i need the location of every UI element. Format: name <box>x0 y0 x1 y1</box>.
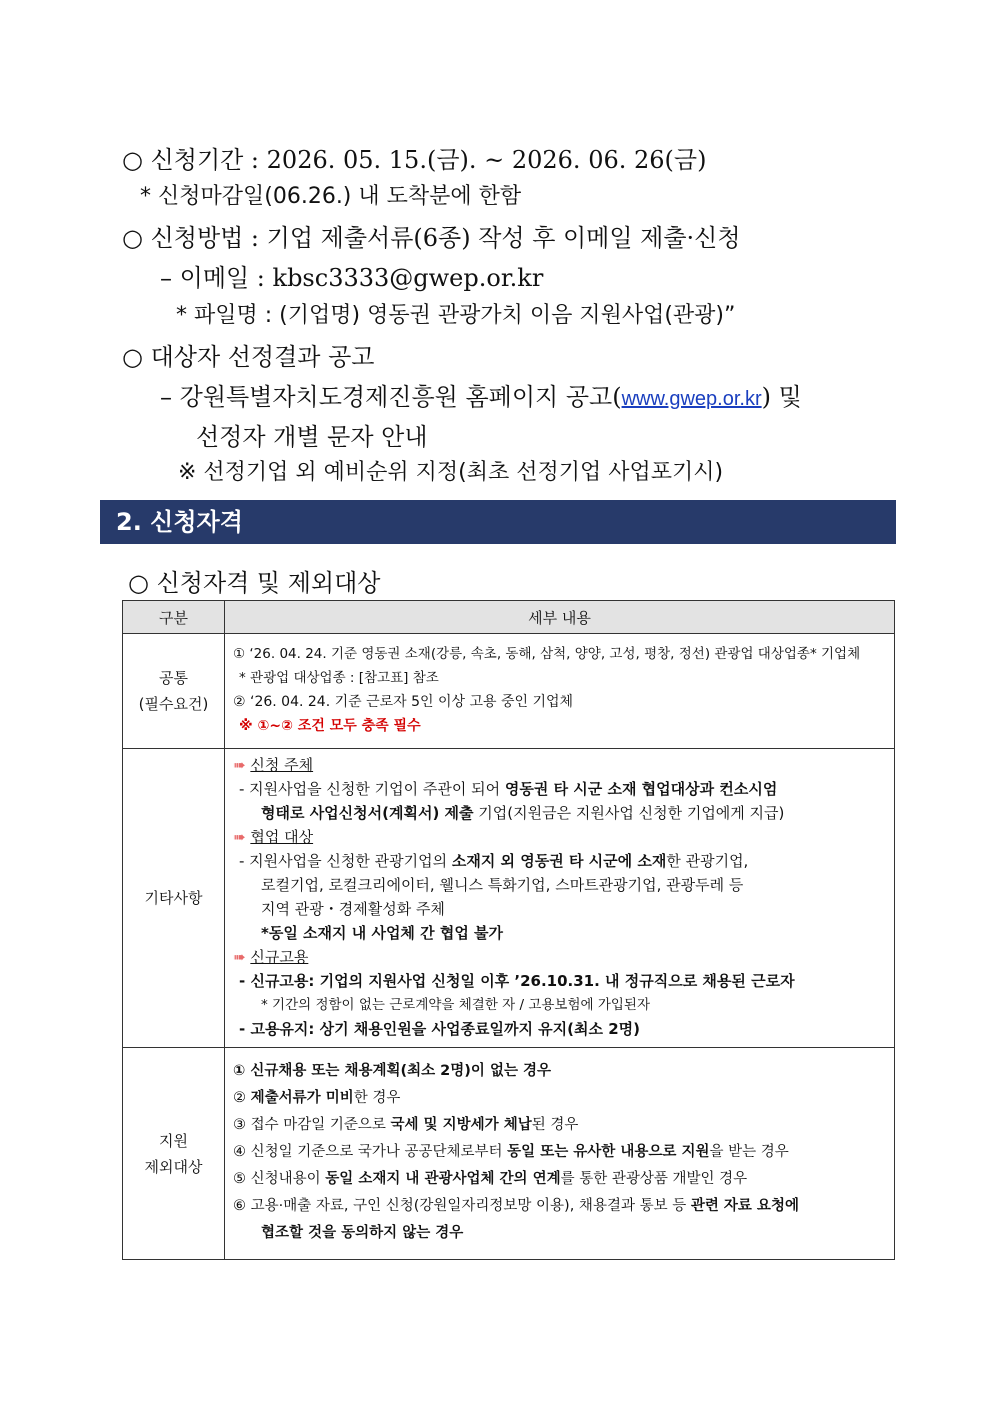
exclusion-3-c: 된 경우 <box>531 1117 579 1133</box>
partner-line-1 <box>233 849 886 873</box>
common-category <box>123 634 225 749</box>
exclusion-5-a: ⑤ 신청내용이 <box>233 1171 326 1187</box>
exclusion-category-sub: 제외대상 <box>144 1157 203 1176</box>
exclusion-2-b: 제출서류가 미비 <box>250 1090 354 1106</box>
other-row <box>123 749 895 1048</box>
common-line-4: ※ ①~② 조건 모두 충족 필수 <box>239 718 421 734</box>
hiring-line-1: - 신규고용: 기업의 지원사업 신청일 이후 ’26.10.31. 내 정규직으로 채용된 근로자 <box>239 972 795 990</box>
partner-line-3: 지역 관광・경제활성화 주체 <box>261 900 445 918</box>
exclusion-6-cont: 협조할 것을 동의하지 않는 경우 <box>261 1225 464 1241</box>
exclusion-2-a: ② <box>233 1090 251 1106</box>
applicant-line-2 <box>233 801 886 825</box>
partner-text-a: - 지원사업을 신청한 관광기업의 <box>239 852 452 870</box>
partner-text-c: 한 관광기업, <box>666 852 749 870</box>
applicant-line-1 <box>233 777 886 801</box>
result-detail <box>160 377 802 412</box>
result-detail-2: 선정자 개별 문자 안내 <box>196 423 428 451</box>
exclusion-5-c: 를 통한 관광상품 개발인 경우 <box>560 1171 748 1187</box>
subheading-hiring <box>233 945 886 969</box>
exclusion-3-a: ③ 접수 마감일 기준으로 <box>233 1117 391 1133</box>
header-category: 구분 <box>123 601 225 634</box>
exclusion-3 <box>233 1112 886 1139</box>
section-subtitle: ○ 신청자격 및 제외대상 <box>128 569 381 597</box>
subheading-applicant-label: 신청 주체 <box>250 756 314 774</box>
table-header-row <box>123 601 895 634</box>
exclusion-6 <box>233 1193 886 1220</box>
other-category: 기타사항 <box>123 749 225 1048</box>
section-title-bar: 2. 신청자격 <box>100 500 896 544</box>
exclusion-4-c: 을 받는 경우 <box>709 1144 789 1160</box>
exclusion-4-b: 동일 또는 유사한 내용으로 지원 <box>507 1144 710 1160</box>
result-detail-prefix: – 강원특별자치도경제진흥원 홈페이지 공고( <box>160 383 622 411</box>
applicant-text-d: 기업(지원금은 지원사업 신청한 기업에게 지급) <box>473 804 785 822</box>
partner-line-4: *동일 소재지 내 사업체 간 협업 불가 <box>261 924 504 942</box>
arrow-icon: ➠ <box>233 948 246 966</box>
arrow-icon: ➠ <box>233 756 246 774</box>
exclusion-2-c: 한 경우 <box>353 1090 401 1106</box>
common-category-label: 공통 <box>159 669 188 687</box>
applicant-text-a: - 지원사업을 신청한 기업이 주관이 되어 <box>239 780 505 798</box>
common-row <box>123 634 895 749</box>
common-detail <box>225 634 895 749</box>
hiring-line-3: - 고용유지: 상기 채용인원을 사업종료일까지 유지(최소 2명) <box>239 1020 640 1038</box>
hiring-line-2: * 기간의 정함이 없는 근로계약을 체결한 자 / 고용보험에 가입된자 <box>261 997 650 1013</box>
exclusion-category-label: 지원 <box>159 1131 188 1150</box>
subheading-applicant <box>233 753 886 777</box>
exclusion-2 <box>233 1085 886 1112</box>
filename-note: * 파일명 : (기업명) 영동권 관광가치 이음 지원사업(관광)” <box>176 303 736 328</box>
email-line: – 이메일 : kbsc3333@gwep.or.kr <box>160 264 544 292</box>
method-line: ○ 신청방법 : 기업 제출서류(6종) 작성 후 이메일 제출·신청 <box>122 224 741 252</box>
exclusion-4-a: ④ 신청일 기준으로 국가나 공공단체로부터 <box>233 1144 508 1160</box>
applicant-text-c: 형태로 사업신청서(계획서) 제출 <box>261 804 474 822</box>
exclusion-detail <box>225 1048 895 1260</box>
exclusion-6-a: ⑥ 고용·매출 자료, 구인 신청(강원일자리정보망 이용), 채용결과 통보 등 <box>233 1198 691 1214</box>
common-line-1: ① ‘26. 04. 24. 기준 영동권 소재(강릉, 속초, 동해, 삼척, 양양, 고성, 평창, 정선) 관광업 대상업종* 기업체 <box>233 646 861 662</box>
exclusion-row <box>123 1048 895 1260</box>
exclusion-6-b: 관련 자료 요청에 <box>690 1198 799 1214</box>
arrow-icon: ➠ <box>233 828 246 846</box>
exclusion-5 <box>233 1166 886 1193</box>
qualification-table <box>122 600 895 1260</box>
subheading-hiring-label: 신규고용 <box>250 948 309 966</box>
exclusion-3-b: 국세 및 지방세가 체납 <box>390 1117 532 1133</box>
result-heading: ○ 대상자 선정결과 공고 <box>122 343 375 371</box>
website-link[interactable]: www.gwep.or.kr <box>621 388 762 410</box>
result-detail-suffix: ) 및 <box>761 383 802 411</box>
exclusion-1: ① 신규채용 또는 채용계획(최소 2명)이 없는 경우 <box>233 1063 552 1079</box>
exclusion-category <box>123 1048 225 1260</box>
subheading-partner-label: 협업 대상 <box>250 828 314 846</box>
exclusion-5-b: 동일 소재지 내 관광사업체 간의 연계 <box>325 1171 561 1187</box>
header-detail: 세부 내용 <box>225 601 895 634</box>
common-category-sub: (필수요건) <box>138 695 209 713</box>
common-line-2: * 관광업 대상업종 : [참고표] 참조 <box>239 670 439 686</box>
period-line: ○ 신청기간 : 2026. 05. 15.(금). ~ 2026. 06. 26(금) <box>122 146 707 174</box>
reserve-note: ※ 선정기업 외 예비순위 지정(최초 선정기업 사업포기시) <box>178 460 724 485</box>
common-line-3: ② ‘26. 04. 24. 기준 근로자 5인 이상 고용 중인 기업체 <box>233 694 574 710</box>
exclusion-4 <box>233 1139 886 1166</box>
applicant-text-b: 영동권 타 시군 소재 협업대상과 컨소시엄 <box>504 780 778 798</box>
deadline-note: * 신청마감일(06.26.) 내 도착분에 한함 <box>140 184 522 209</box>
partner-line-2: 로컬기업, 로컬크리에이터, 웰니스 특화기업, 스마트관광기업, 관광두레 등 <box>261 876 744 894</box>
subheading-partner <box>233 825 886 849</box>
other-detail <box>225 749 895 1048</box>
partner-text-b: 소재지 외 영동권 타 시군에 소재 <box>451 852 667 870</box>
